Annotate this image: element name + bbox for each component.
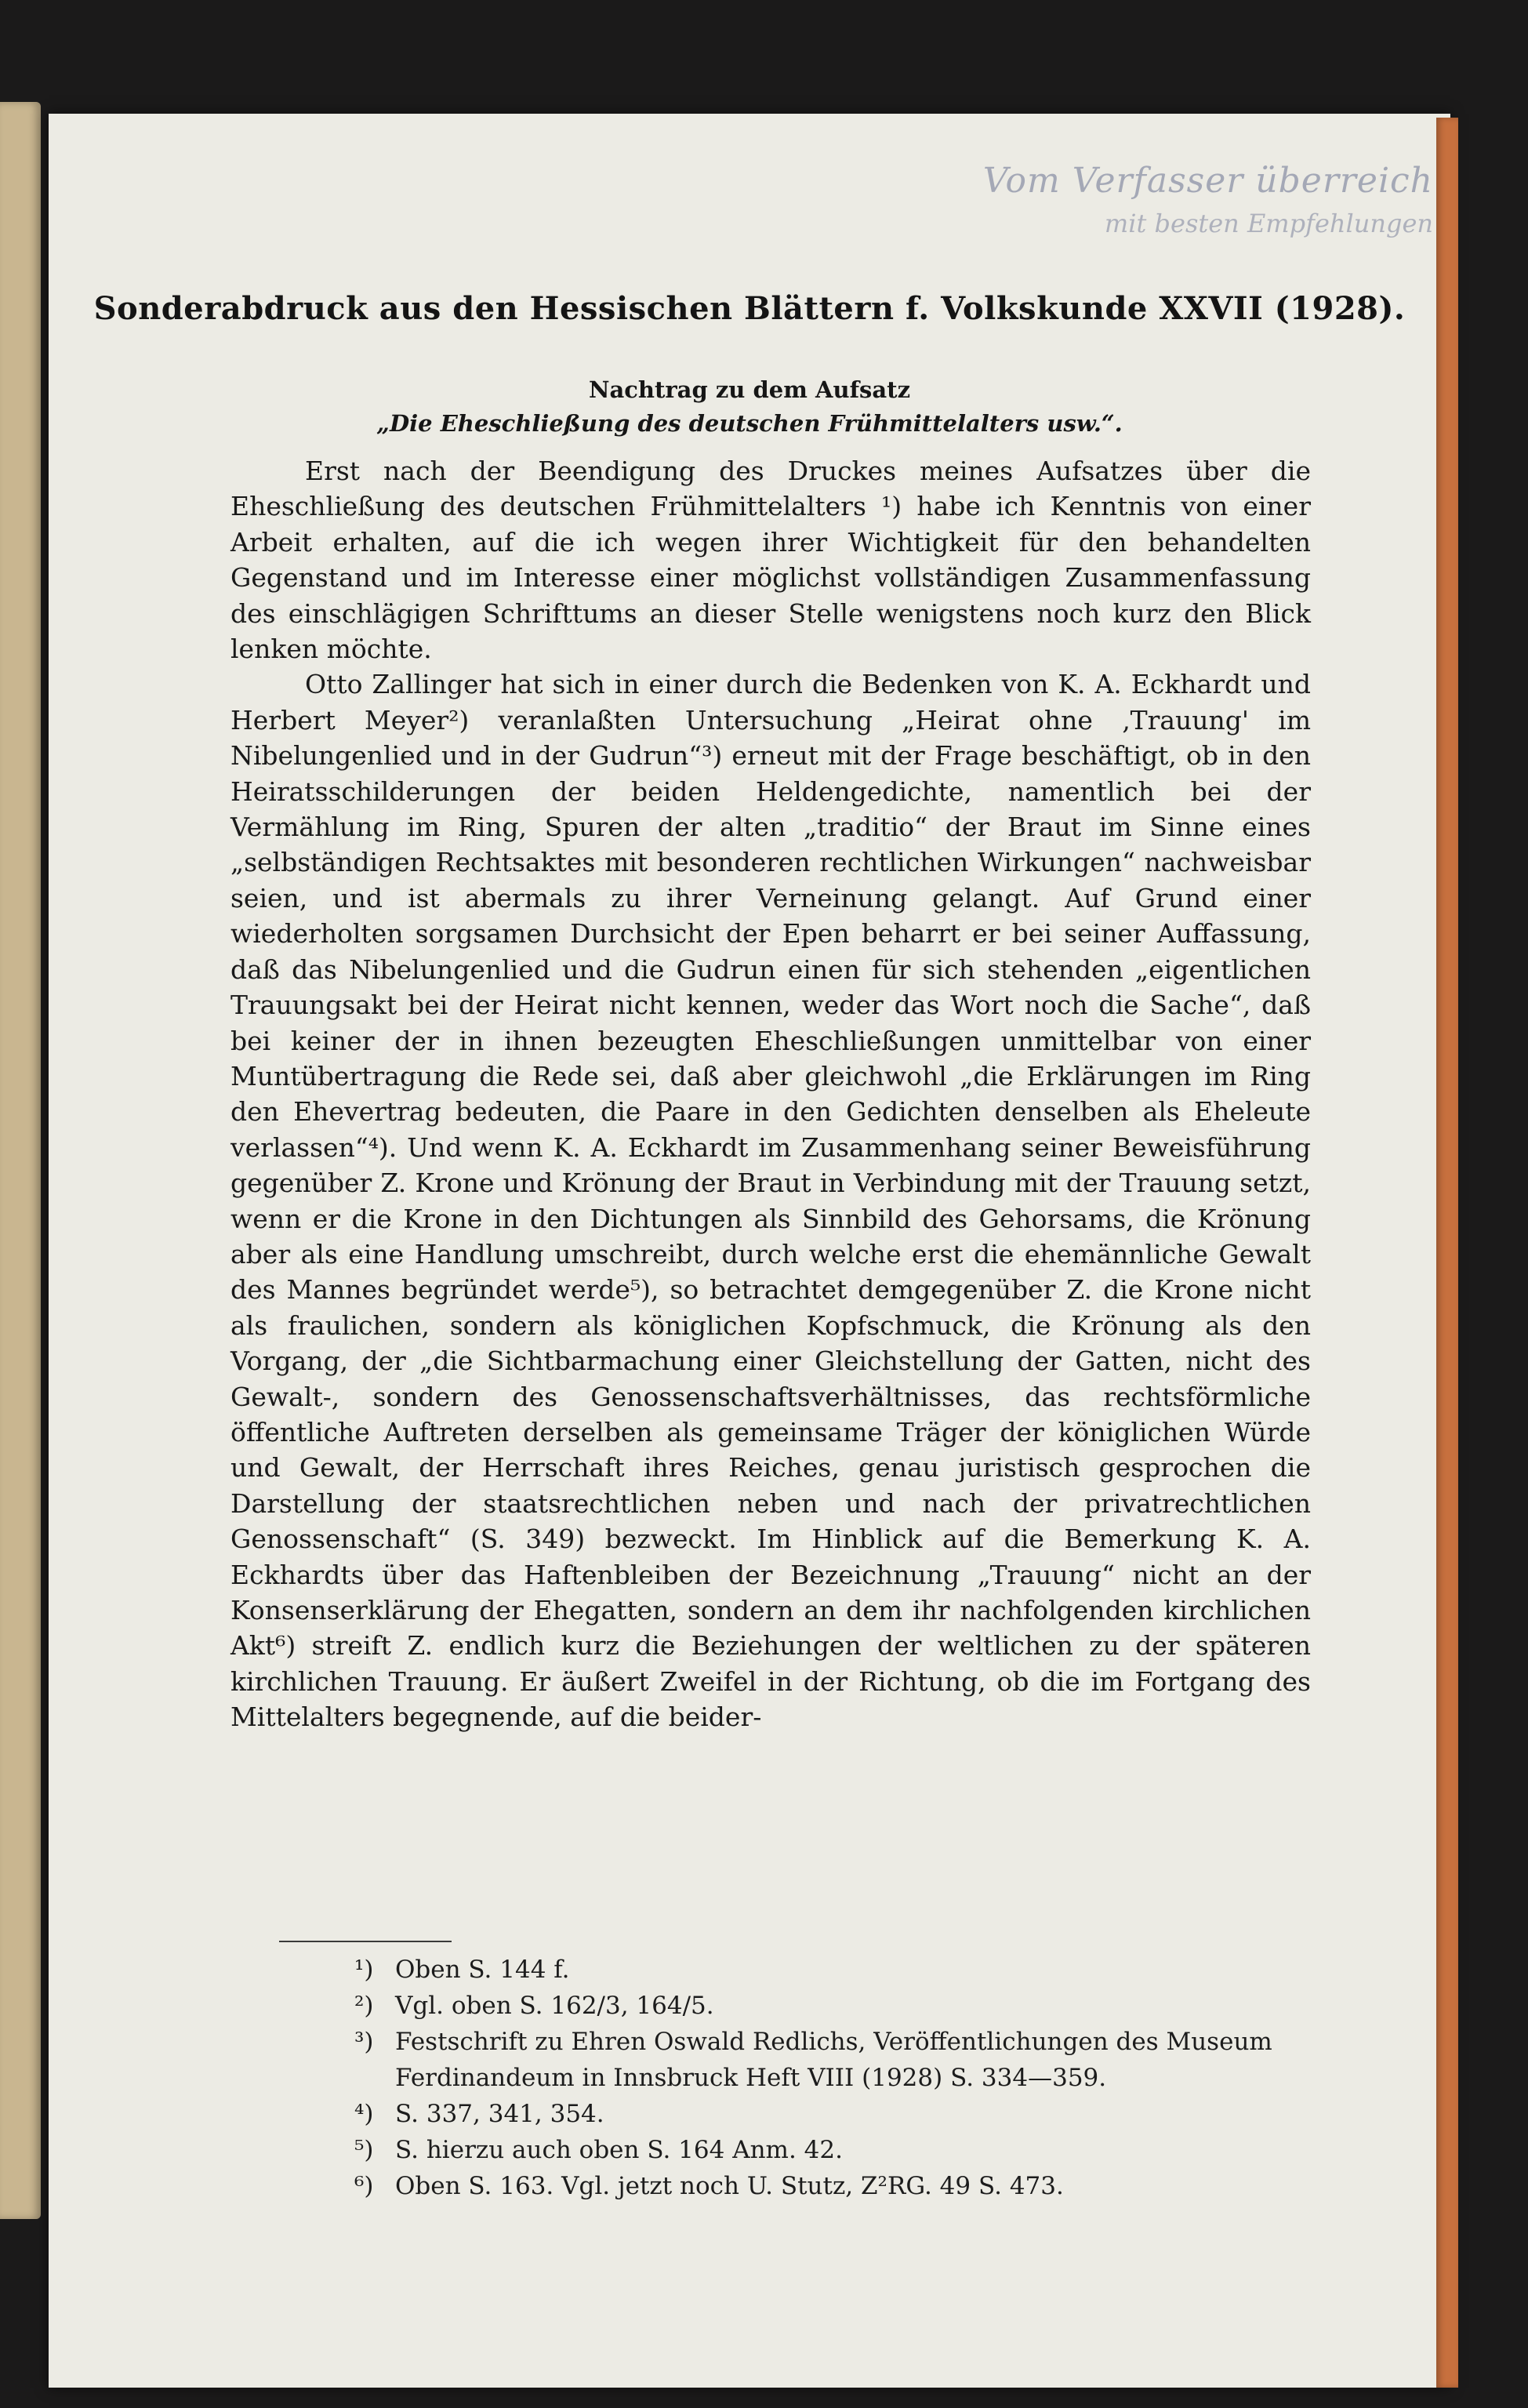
footnote-divider <box>279 1941 452 1942</box>
footnote-text: Festschrift zu Ehren Oswald Redlichs, Veröffentlichungen des Museum Ferdinandeum in Innsbruck Heft VIII (1928) S. 334—359. <box>395 2028 1272 2092</box>
binding-edge <box>1436 118 1458 2388</box>
footnote-2 <box>354 1988 1311 2024</box>
footnote-5 <box>354 2132 1311 2168</box>
annotation-line-1: Vom Verfasser überreich <box>982 161 1433 201</box>
footnotes <box>354 1952 1311 2204</box>
footnote-marker: ⁵) <box>354 2136 374 2164</box>
footnote-marker: ¹) <box>354 1956 374 1984</box>
paragraph-1: Erst nach der Beendigung des Druckes meines Aufsatzes über die Eheschließung des deutschen Frühmittelalters ¹) habe ich Kenntnis von einer Arbeit erhalten, auf die ich wegen ihrer Wichtigkeit für den behandelten Gegenstand und im Interesse einer möglichst vollständigen Zusammenfassung des einschlägigen Schrifttums an dieser Stelle wenigstens noch kurz den Blick lenken möchte. <box>230 456 1311 665</box>
footnote-4 <box>354 2096 1311 2132</box>
footnote-text: S. 337, 341, 354. <box>395 2100 604 2128</box>
footnote-1 <box>354 1952 1311 1988</box>
paragraph-2: Otto Zallinger hat sich in einer durch die Bedenken von K. A. Eckhardt und Herbert Meyer²) veranlaßten Untersuchung „Heirat ohne ‚Trauung' im Nibelungenlied und in der Gudrun“³) erneut mit der Frage beschäftigt, ob in den Heiratsschilderungen der beiden Heldengedichte, namentlich bei der Vermählung im Ring, Spuren der alten „traditio“ der Braut im Sinne eines „selbständigen Rechtsaktes mit besonderen rechtlichen Wirkungen“ nachweisbar seien, und ist abermals zu ihrer Verneinung gelangt. Auf Grund einer wiederholten sorgsamen Durchsicht der Epen beharrt er bei seiner Auffassung, daß das Nibelungenlied und die Gudrun einen für sich stehenden „eigentlichen Trauungsakt bei der Heirat nicht kennen, weder das Wort noch die Sache“, daß bei keiner der in ihnen bezeugten Eheschließungen unmittelbar von einer Muntübertragung die Rede sei, daß aber gleichwohl „die Erklärungen im Ring den Ehevertrag bedeuten, die Paare in den Gedichten denselben als Eheleute verlassen“⁴). Und wenn K. A. Eckhardt im Zusammenhang seiner Beweisführung gegenüber Z. Krone und Krönung der Braut in Verbindung mit der Trauung setzt, wenn er die Krone in den Dichtungen als Sinnbild des Gehorsams, die Krönung aber als eine Handlung umschreibt, durch welche erst die ehemännliche Gewalt des Mannes begründet werde⁵), so betrachtet demgegenüber Z. die Krone nicht als fraulichen, sondern als königlichen Kopfschmuck, die Krönung als den Vorgang, der „die Sichtbarmachung einer Gleichstellung der Gatten, nicht des Gewalt-, sondern des Genossenschaftsverhältnisses, das rechtsförmliche öffentliche Auftreten derselben als gemeinsame Träger der königlichen Würde und Gewalt, der Herrschaft ihres Reiches, genau juristisch gesprochen die Darstellung der staatsrechtlichen neben und nach der privatrechtlichen Genossenschaft“ (S. 349) bezweckt. Im Hinblick auf die Bemerkung K. A. Eckhardts über das Haftenbleiben der Bezeichnung „Trauung“ nicht an der Konsenserklärung der Ehegatten, sondern an dem ihr nachfolgenden kirchlichen Akt⁶) streift Z. endlich kurz die Beziehungen der weltlichen zu der späteren kirchlichen Trauung. Er äußert Zweifel in der Richtung, ob die im Fortgang des Mittelalters begegnende, auf die beider- <box>230 669 1311 1733</box>
footnote-text: S. hierzu auch oben S. 164 Anm. 42. <box>395 2136 843 2164</box>
body-text <box>230 453 1311 1735</box>
handwritten-annotation <box>884 161 1433 238</box>
annotation-line-2: mit besten Empfehlungen <box>1104 209 1433 238</box>
footnote-marker: ²) <box>354 1992 374 2020</box>
article-subtitle: Nachtrag zu dem Aufsatz <box>588 376 911 403</box>
footnote-3 <box>354 2024 1311 2096</box>
footnote-6 <box>354 2168 1311 2204</box>
previous-page-edge <box>0 102 41 2219</box>
footnote-marker: ⁶) <box>354 2172 374 2200</box>
offprint-header: Sonderabdruck aus den Hessischen Blättern f. Volkskunde XXVII (1928). <box>93 290 1406 327</box>
footnote-marker: ⁴) <box>354 2100 374 2128</box>
footnote-text: Oben S. 144 f. <box>395 1956 570 1984</box>
footnote-text: Vgl. oben S. 162/3, 164/5. <box>395 1992 714 2020</box>
document-page <box>49 114 1450 2388</box>
article-title: „Die Eheschließung des deutschen Frühmittelalters usw.“. <box>376 410 1123 437</box>
footnote-text: Oben S. 163. Vgl. jetzt noch U. Stutz, Z²RG. 49 S. 473. <box>395 2172 1064 2200</box>
footnote-marker: ³) <box>354 2028 374 2056</box>
